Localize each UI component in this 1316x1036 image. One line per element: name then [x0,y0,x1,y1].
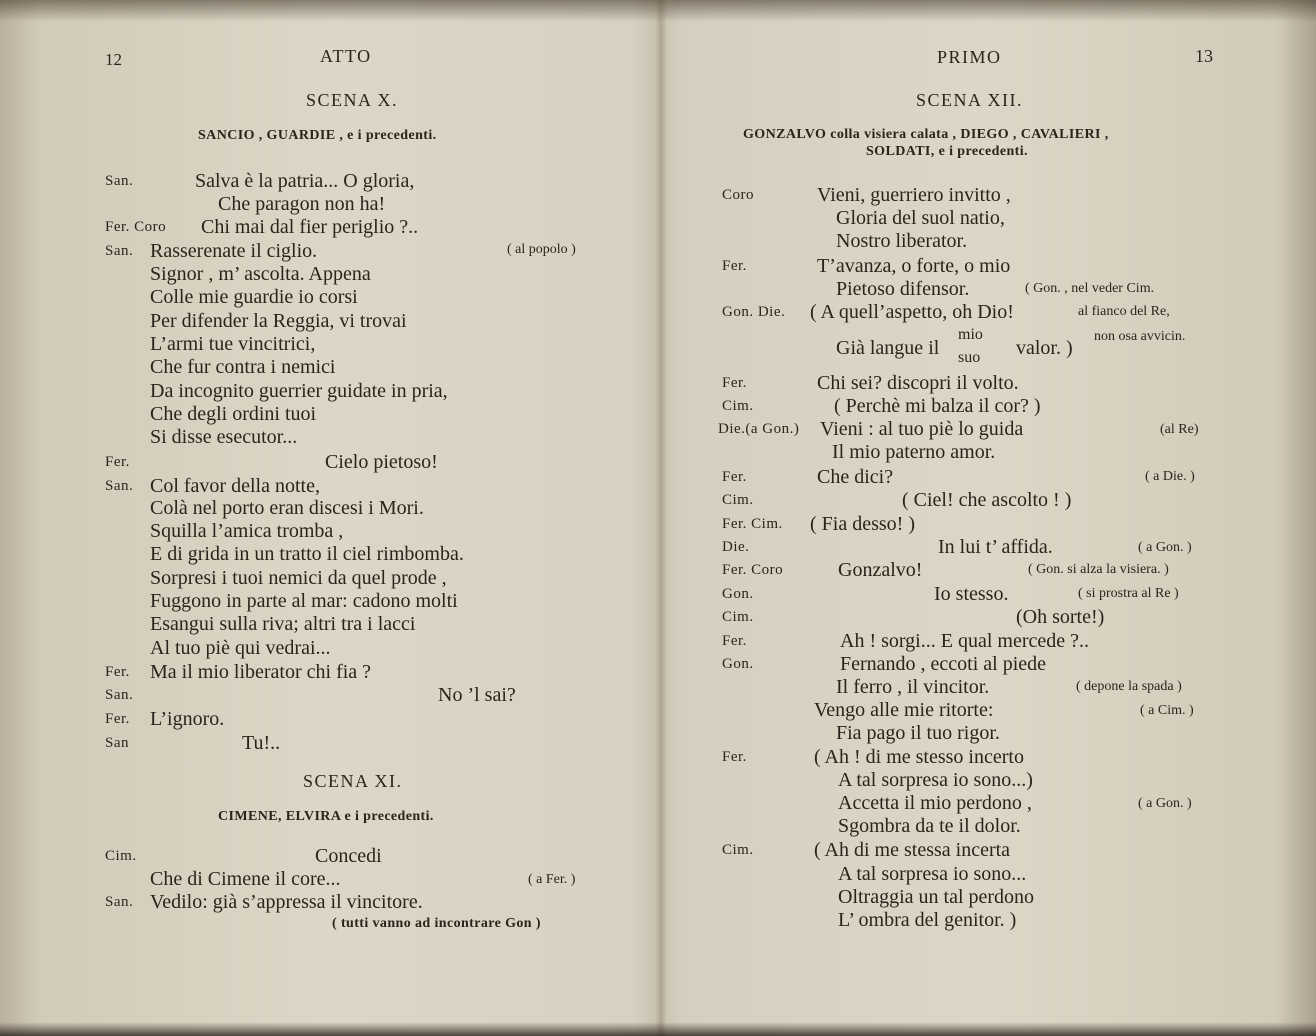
verse-line: Rasserenate il ciglio. [150,240,318,262]
verse-line: Da incognito guerrier guidate in pria, [150,380,448,402]
speaker: Fer. [722,633,747,649]
stage-direction: (al Re) [1160,422,1199,437]
verse-line: Squilla l’amica tromba , [150,520,344,542]
stage-direction: ( al popolo ) [507,242,576,257]
scene-cast: CIMENE, ELVIRA e i precedenti. [218,809,434,824]
speaker: Fer. [722,749,747,765]
verse-line: Sgombra da te il dolor. [838,815,1021,837]
speaker: Cim. [722,398,754,414]
verse-line: Col favor della notte, [150,475,320,497]
verse-line: Il mio paterno amor. [832,441,996,463]
speaker: Gon. Die. [722,304,786,320]
verse-line: Signor , m’ ascolta. Appena [150,263,371,285]
verse-line: Il ferro , il vincitor. [836,676,990,698]
verse-line: Colle mie guardie io corsi [150,286,358,308]
scene-heading: SCENA XI. [303,771,403,791]
verse-line: Che fur contra i nemici [150,356,336,378]
verse-line: Al tuo piè qui vedrai... [150,637,331,659]
speaker: Fer. [105,664,130,680]
stage-direction: ( depone la spada ) [1076,679,1182,694]
bottom-edge-shadow [0,1022,1316,1036]
stage-direction: ( a Fer. ) [528,872,576,887]
verse-line: Sorpresi i tuoi nemici da quel prode , [150,567,447,589]
verse-variant-bottom: suo [958,349,981,366]
verse-line: Cielo pietoso! [325,451,438,473]
verse-line: Chi mai dal fier periglio ?.. [201,216,419,238]
scene-cast-line: GONZALVO colla visiera calata , DIEGO , CAVALIERI , [743,127,1109,142]
verse-line: ( Ciel! che ascolto ! ) [902,489,1072,511]
verse-line: Tu!.. [242,732,281,754]
verse-line: Fernando , eccoti al piede [840,653,1047,675]
verse-line: ( Ah ! di me stesso incerto [814,746,1024,768]
speaker: Cim. [722,492,754,508]
verse-line: E di grida in un tratto il ciel rimbomba. [150,543,464,565]
verse-line: L’ignoro. [150,708,225,730]
verse-line: ( Fia desso! ) [810,513,915,535]
verse-line: Vengo alle mie ritorte: [814,699,994,721]
verse-line: Che di Cimene il core... [150,868,341,890]
stage-direction: ( a Die. ) [1145,469,1195,484]
verse-line: Chi sei? discopri il volto. [817,372,1019,394]
verse-line: Colà nel porto eran discesi i Mori. [150,497,424,519]
scene-cast: SANCIO , GUARDIE , e i precedenti. [198,128,437,143]
scene-cast-line: SOLDATI, e i precedenti. [866,144,1028,159]
speaker: Die. [722,539,750,555]
stage-direction: ( tutti vanno ad incontrare Gon ) [332,916,541,931]
speaker: San. [105,478,134,494]
verse-line: Per difender la Reggia, vi trovai [150,310,407,332]
speaker: Fer. Coro [722,562,784,578]
speaker: Coro [722,187,754,203]
verse-line: Fia pago il tuo rigor. [836,722,1000,744]
verse-line: Pietoso difensor. [836,278,970,300]
running-head: ATTO [320,46,372,66]
speaker: Cim. [722,842,754,858]
verse-line: Ma il mio liberator chi fia ? [150,661,372,683]
speaker: Fer. [105,454,130,470]
verse-line: L’ ombra del genitor. ) [838,909,1017,931]
speaker: Fer. Cim. [722,516,783,532]
verse-line: Che paragon non ha! [218,193,386,215]
scene-heading: SCENA X. [306,90,399,110]
verse-line: (Oh sorte!) [1016,606,1105,628]
verse-line: Vieni, guerriero invitto , [817,184,1011,206]
speaker: Fer. [722,375,747,391]
verse-line: Vieni : al tuo piè lo guida [820,418,1024,440]
running-head: PRIMO [937,47,1002,67]
verse-line: ( Perchè mi balza il cor? ) [834,395,1041,417]
speaker: Fer. Coro [105,219,167,235]
verse-line: Ah ! sorgi... E qual mercede ?.. [840,630,1089,652]
page-number: 12 [105,50,122,69]
stage-direction: ( a Gon. ) [1138,540,1192,555]
verse-variant-top: mio [958,326,983,343]
verse-line: In lui t’ affida. [938,536,1053,558]
speaker: Gon. [722,656,754,672]
speaker: San. [105,243,134,259]
speaker: Cim. [105,848,137,864]
stage-direction: ( si prostra al Re ) [1078,586,1179,601]
verse-line: Oltraggia un tal perdono [838,886,1035,908]
speaker: Die.(a Gon.) [718,421,800,437]
verse-line: Si disse esecutor... [150,426,298,448]
verse-line: Gloria del suol natio, [836,207,1005,229]
verse-line: Concedi [315,845,382,867]
verse-line: ( A quell’aspetto, oh Dio! [810,301,1014,323]
speaker: Fer. [722,469,747,485]
verse-line: Nostro liberator. [836,230,968,252]
stage-direction: ( Gon. , nel veder Cim. [1025,281,1155,296]
verse-line: A tal sorpresa io sono...) [838,769,1033,791]
verse-line: Già langue il [836,337,940,359]
scene-heading: SCENA XII. [916,90,1024,110]
stage-direction: ( a Gon. ) [1138,796,1192,811]
verse-line: Salva è la patria... O gloria, [195,170,415,192]
speaker: Cim. [722,609,754,625]
verse-line: Gonzalvo! [838,559,923,581]
verse-line: valor. ) [1016,337,1073,359]
speaker: Fer. [105,711,130,727]
verse-line: Vedilo: già s’appressa il vincitore. [150,891,423,913]
speaker: San. [105,173,134,189]
verse-line: Io stesso. [934,583,1009,605]
verse-line: ( Ah di me stessa incerta [814,839,1011,861]
verse-line: No ’l sai? [438,684,516,706]
speaker: Gon. [722,586,754,602]
speaker: Fer. [722,258,747,274]
speaker: San. [105,687,134,703]
stage-direction: al fianco del Re, [1078,304,1170,319]
verse-line: L’armi tue vincitrici, [150,333,316,355]
verse-line: Esangui sulla riva; altri tra i lacci [150,613,416,635]
verse-line: Che degli ordini tuoi [150,403,317,425]
verse-line: Fuggono in parte al mar: cadono molti [150,590,458,612]
verse-line: A tal sorpresa io sono... [838,863,1027,885]
verse-line: Che dici? [817,466,894,488]
verse-line: T’avanza, o forte, o mio [817,255,1011,277]
stage-direction: ( Gon. si alza la visiera. ) [1028,562,1169,577]
verse-line: Accetta il mio perdono , [838,792,1032,814]
speaker: San [105,735,129,751]
stage-direction: non osa avvicin. [1094,329,1186,344]
speaker: San. [105,894,134,910]
page-number: 13 [1195,46,1213,66]
stage-direction: ( a Cim. ) [1140,703,1194,718]
book-gutter [655,0,667,1036]
